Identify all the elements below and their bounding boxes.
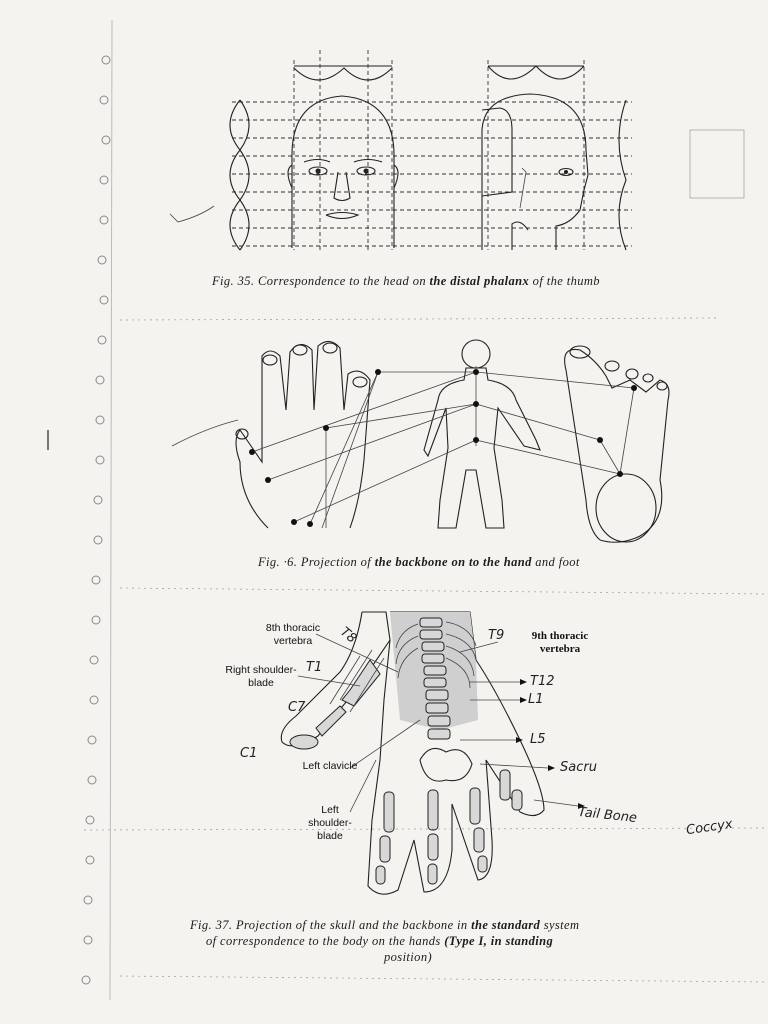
handwritten-sacrum: Sacru [560, 760, 597, 775]
fig37-caption-line1 [190, 918, 579, 933]
caption-bold-text: the standard [471, 918, 541, 932]
caption-text: Fig. 35. Correspondence to the head on [212, 274, 430, 288]
label-left-shoulder-blade: Left shoulder- blade [308, 804, 352, 842]
binder-margin [82, 20, 112, 1000]
fig36-caption [258, 555, 580, 570]
handwritten-t1: T1 [306, 660, 323, 675]
label-right-shoulder-blade: Right shoulder-blade [225, 664, 297, 689]
fig35-drawing [230, 50, 632, 250]
handwritten-tailbone: Tail Bone [577, 804, 638, 827]
handwritten-t8: T8 [337, 624, 360, 647]
label-left-clavicle: Left clavicle [302, 760, 358, 772]
caption-bold-text: the distal phalanx [429, 274, 530, 288]
caption-bold-text: (Type I, in standing [444, 934, 554, 948]
caption-text: Fig. 37. Projection of the skull and the backbone in [190, 918, 472, 932]
label-8th-thoracic: 8th thoracic vertebra [265, 622, 321, 647]
caption-text: and foot [531, 555, 580, 569]
handwritten-t9: T9 [488, 628, 505, 643]
caption-text: Fig. ·6. Projection of [258, 555, 375, 569]
handwritten-t12: T12 [530, 674, 555, 689]
fig37-caption-line2 [206, 934, 553, 949]
handwritten-l5: L5 [530, 732, 546, 747]
fig36-drawing [236, 340, 669, 542]
handwritten-c7: C7 [288, 700, 306, 715]
label-9th-thoracic: 9th thoracic vertebra [531, 630, 589, 655]
handwritten-c1: C1 [240, 746, 258, 761]
fig35-caption [212, 274, 600, 289]
caption-text: system [540, 918, 580, 932]
handwritten-coccyx: Coccyx [685, 816, 734, 839]
caption-text: of the thumb [529, 274, 600, 288]
caption-text: of correspondence to the body on the hands [206, 934, 445, 948]
handwritten-l1: L1 [528, 692, 544, 707]
caption-bold-text: the backbone on to the hand [374, 555, 532, 569]
fig37-caption-line3: position) [384, 950, 433, 964]
